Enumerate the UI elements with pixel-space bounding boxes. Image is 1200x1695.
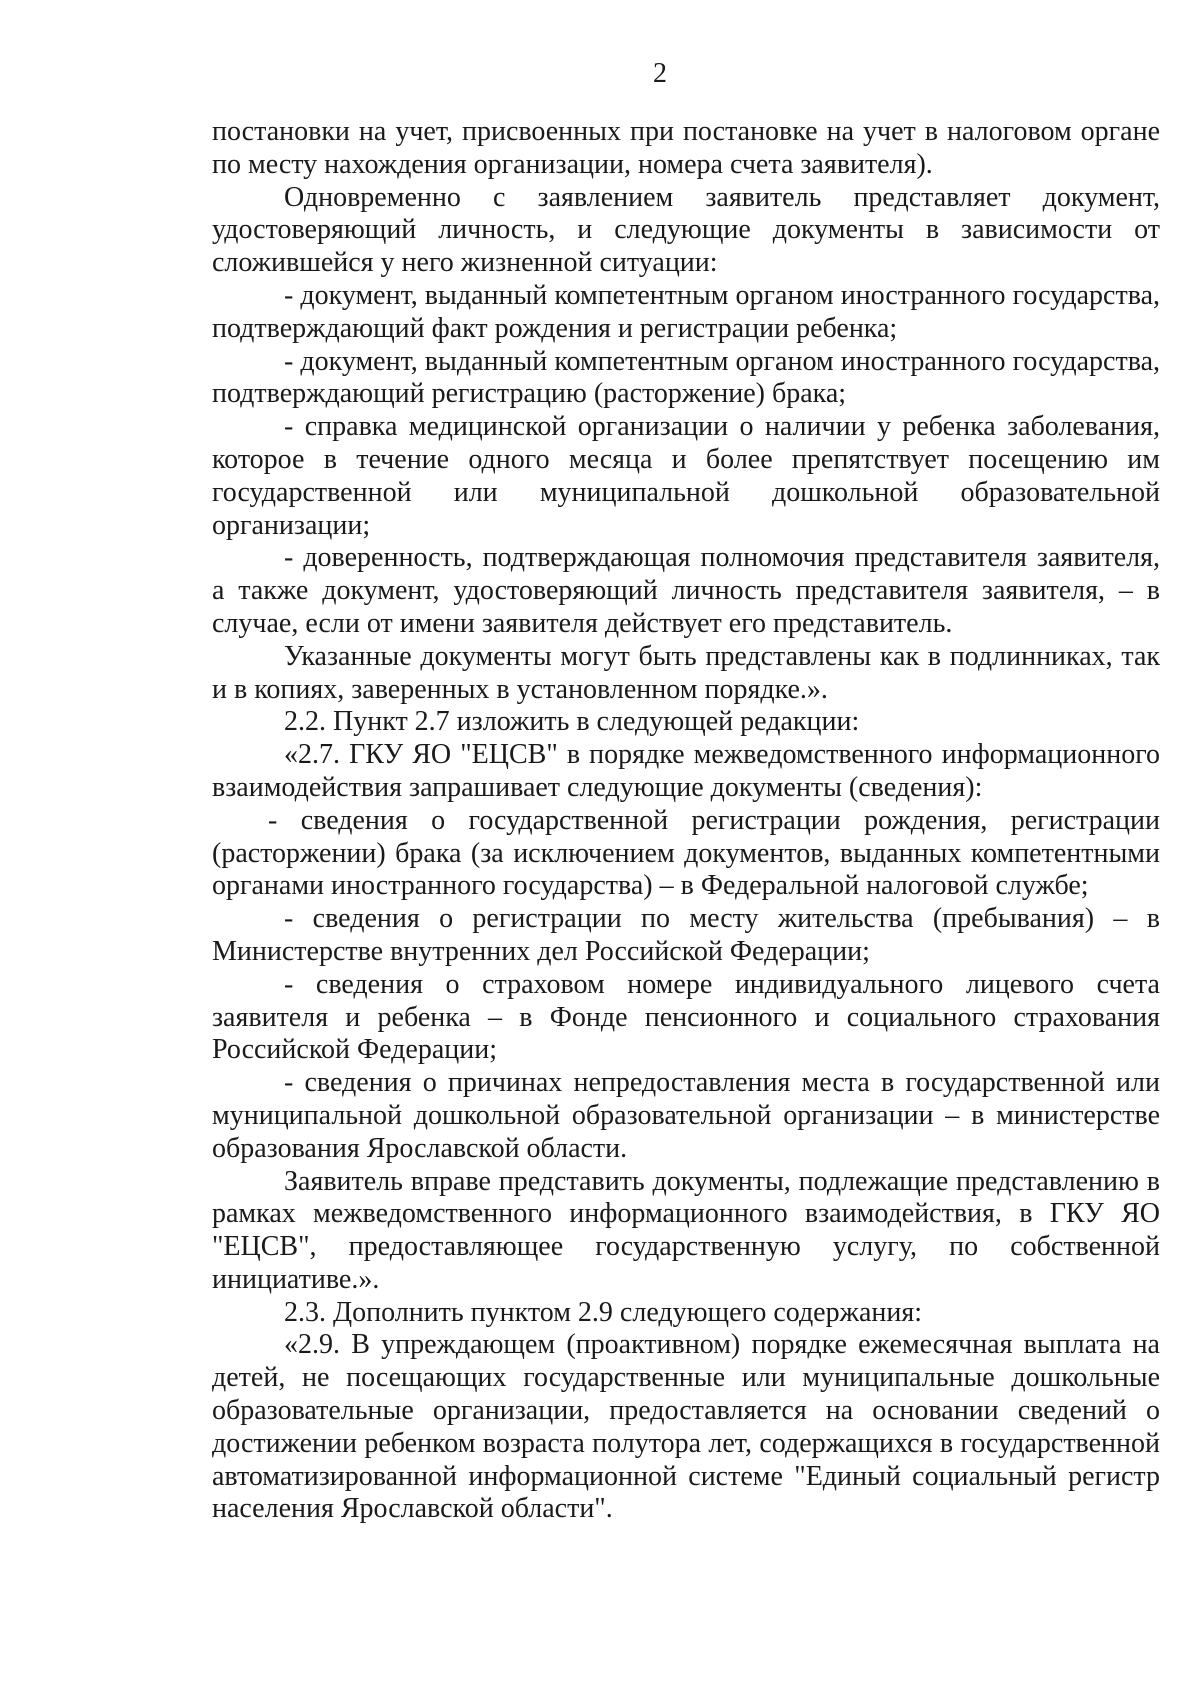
list-item-medical-certificate: - справка медицинской организации о наличии у ребенка заболевания, которое в течение одного месяца и более препятствует посещению им государственной или муниципальной дошкольной образовательной организации;	[212, 411, 1160, 541]
paragraph-required-documents-intro: Одновременно с заявлением заявитель представляет документ, удостоверяющий личность, и следующие документы в зависимости от сложившейся у него жизненной ситуации:	[212, 181, 1160, 279]
list-item-birth-document: - документ, выданный компетентным органом иностранного государства, подтверждающий факт рождения и регистрации ребенка;	[212, 279, 1160, 344]
paragraph-clause-2-2: 2.2. Пункт 2.7 изложить в следующей редакции:	[284, 706, 860, 738]
list-item-insurance-number-info: - сведения о страховом номере индивидуального лицевого счета заявителя и ребенка – в Фонде пенсионного и социального страхования Российской Федерации;	[212, 968, 1160, 1066]
paragraph-registration-continuation: постановки на учет, присвоенных при постановке на учет в налоговом органе по месту нахождения организации, номера счета заявителя).	[212, 116, 1160, 180]
list-item-marriage-document: - документ, выданный компетентным органом иностранного государства, подтверждающий регистрацию (расторжение) брака;	[212, 345, 1160, 410]
page-number: 2	[653, 58, 667, 89]
paragraph-applicant-own-initiative: Заявитель вправе представить документы, подлежащие представлению в рамках межведомственного информационного взаимодействия, в ГКУ ЯО "ЕЦСВ", предоставляющее государственную услугу, по собственной инициативе.».	[212, 1165, 1160, 1295]
paragraph-clause-2-9: «2.9. В упреждающем (проактивном) порядке ежемесячная выплата на детей, не посещающих государственные или муниципальные дошкольные образовательные организации, предоставляется на основании сведений о достижении ребенком возраста полутора лет, содержащихся в государственной автоматизированной информационной системе "Единый социальный регистр населения Ярославской области".	[212, 1329, 1160, 1525]
paragraph-clause-2-3: 2.3. Дополнить пунктом 2.9 следующего содержания:	[284, 1296, 923, 1328]
list-item-residence-info: - сведения о регистрации по месту жительства (пребывания) – в Министерстве внутренних дел Российской Федерации;	[212, 903, 1160, 967]
paragraph-clause-2-7: «2.7. ГКУ ЯО "ЕЦСВ" в порядке межведомственного информационного взаимодействия запрашивает следующие документы (сведения):	[212, 739, 1160, 803]
list-item-preschool-refusal-info: - сведения о причинах непредоставления места в государственной или муниципальной дошкольной образовательной организации – в министерстве образования Ярославской области.	[212, 1067, 1160, 1164]
paragraph-documents-originals-or-copies: Указанные документы могут быть представлены как в подлинниках, так и в копиях, заверенных в установленном порядке.».	[212, 640, 1160, 705]
list-item-power-of-attorney: - доверенность, подтверждающая полномочия представителя заявителя, а также документ, удостоверяющий личность представителя заявителя, – в случае, если от имени заявителя действует его представитель.	[212, 542, 1160, 639]
list-item-registration-info: - сведения о государственной регистрации рождения, регистрации (расторжении) брака (за исключением документов, выданных компетентными органами иностранного государства) – в Федеральной налоговой службе;	[212, 804, 1160, 902]
document-body	[212, 116, 1160, 1526]
